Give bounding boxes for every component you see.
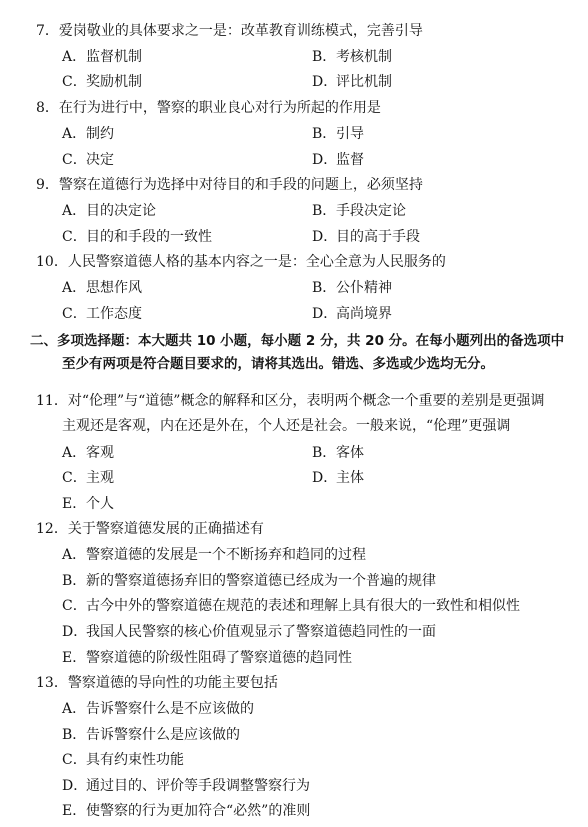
option-label: A． xyxy=(62,280,87,296)
option-13a xyxy=(62,700,254,718)
option-label: D． xyxy=(312,74,338,90)
option-10b xyxy=(312,279,392,297)
option-10a xyxy=(62,279,142,297)
question-11-stem: 11．对“伦理”与“道德”概念的解释和区分，表明两个概念一个重要的差别是更强调 xyxy=(36,393,545,409)
option-11e xyxy=(62,495,114,513)
option-12d xyxy=(62,623,436,641)
option-text: 告诉警察什么是不应该做的 xyxy=(86,701,254,717)
question-10-stem: 10．人民警察道德人格的基本内容之一是：全心全意为人民服务的 xyxy=(36,254,446,270)
option-label: A． xyxy=(62,203,87,219)
option-text: 主体 xyxy=(336,470,364,486)
option-7d xyxy=(312,73,392,91)
option-text: 高尚境界 xyxy=(336,306,392,322)
option-text: 工作态度 xyxy=(86,306,142,322)
section-2-heading: 二、多项选择题：本大题共 10 小题，每小题 2 分，共 20 分。在每小题列出的备选项中 xyxy=(30,333,565,349)
option-label: B． xyxy=(312,49,337,65)
option-7a xyxy=(62,48,142,66)
option-text: 奖励机制 xyxy=(86,74,142,90)
option-text: 客观 xyxy=(86,445,114,461)
question-12-stem: 12．关于警察道德发展的正确描述有 xyxy=(36,521,264,537)
option-label: D． xyxy=(62,778,88,794)
option-text: 评比机制 xyxy=(336,74,392,90)
option-label: B． xyxy=(62,727,87,743)
option-9c xyxy=(62,228,212,246)
option-text: 使警察的行为更加符合“必然”的准则 xyxy=(86,803,311,819)
option-8d xyxy=(312,151,364,169)
option-label: C． xyxy=(62,229,87,245)
option-text: 目的高于手段 xyxy=(336,229,420,245)
option-text: 考核机制 xyxy=(336,49,392,65)
option-text: 监督机制 xyxy=(86,49,142,65)
option-text: 公仆精神 xyxy=(336,280,392,296)
section-2-instructions: 至少有两项是符合题目要求的，请将其选出。错选、多选或少选均无分。 xyxy=(62,356,494,372)
option-8c xyxy=(62,151,114,169)
option-10d xyxy=(312,305,392,323)
option-13e xyxy=(62,802,310,820)
question-11-stem-cont: 主观还是客观，内在还是外在，个人还是社会。一般来说，“伦理”更强调 xyxy=(62,418,511,434)
option-label: E． xyxy=(62,650,87,666)
option-text: 警察道德的发展是一个不断扬弃和趋同的过程 xyxy=(86,547,366,563)
option-label: E． xyxy=(62,496,87,512)
option-13b xyxy=(62,726,240,744)
option-text: 目的和手段的一致性 xyxy=(86,229,212,245)
question-9-stem: 9．警察在道德行为选择中对待目的和手段的问题上，必须坚持 xyxy=(36,177,423,193)
option-text: 告诉警察什么是应该做的 xyxy=(86,727,240,743)
option-text: 思想作风 xyxy=(86,280,142,296)
option-label: D． xyxy=(62,624,88,640)
option-label: A． xyxy=(62,49,87,65)
option-9b xyxy=(312,202,406,220)
option-text: 客体 xyxy=(336,445,364,461)
option-12c xyxy=(62,597,520,615)
option-text: 监督 xyxy=(336,152,364,168)
option-label: D． xyxy=(312,152,338,168)
option-12a xyxy=(62,546,366,564)
option-7b xyxy=(312,48,392,66)
option-text: 警察道德的阶级性阻碍了警察道德的趋同性 xyxy=(86,650,352,666)
option-9a xyxy=(62,202,156,220)
option-label: B． xyxy=(62,573,87,589)
option-10c xyxy=(62,305,142,323)
option-8b xyxy=(312,125,364,143)
option-label: A． xyxy=(62,701,87,717)
option-label: C． xyxy=(62,74,87,90)
option-12b xyxy=(62,572,436,590)
option-label: E． xyxy=(62,803,87,819)
option-label: B． xyxy=(312,126,337,142)
option-12e xyxy=(62,649,352,667)
option-text: 决定 xyxy=(86,152,114,168)
option-7c xyxy=(62,73,142,91)
option-text: 新的警察道德扬弃旧的警察道德已经成为一个普遍的规律 xyxy=(86,573,436,589)
option-9d xyxy=(312,228,420,246)
option-text: 手段决定论 xyxy=(336,203,406,219)
option-text: 引导 xyxy=(336,126,364,142)
question-13-stem: 13．警察道德的导向性的功能主要包括 xyxy=(36,675,278,691)
option-text: 古今中外的警察道德在规范的表述和理解上具有很大的一致性和相似性 xyxy=(86,598,520,614)
option-text: 通过目的、评价等手段调整警察行为 xyxy=(86,778,310,794)
option-label: C． xyxy=(62,752,87,768)
option-label: A． xyxy=(62,445,87,461)
option-label: C． xyxy=(62,152,87,168)
option-text: 具有约束性功能 xyxy=(86,752,184,768)
option-label: C． xyxy=(62,470,87,486)
question-7-stem: 7．爱岗敬业的具体要求之一是：改革教育训练模式，完善引导 xyxy=(36,23,423,39)
option-label: C． xyxy=(62,598,87,614)
option-text: 个人 xyxy=(86,496,114,512)
option-text: 我国人民警察的核心价值观显示了警察道德趋同性的一面 xyxy=(86,624,436,640)
option-8a xyxy=(62,125,114,143)
question-8-stem: 8．在行为进行中，警察的职业良心对行为所起的作用是 xyxy=(36,100,381,116)
option-13c xyxy=(62,751,184,769)
option-label: A． xyxy=(62,547,87,563)
option-label: A． xyxy=(62,126,87,142)
option-13d xyxy=(62,777,310,795)
option-11b xyxy=(312,444,364,462)
option-11a xyxy=(62,444,114,462)
option-11d xyxy=(312,469,364,487)
option-text: 目的决定论 xyxy=(86,203,156,219)
option-label: B． xyxy=(312,445,337,461)
option-label: B． xyxy=(312,280,337,296)
option-label: C． xyxy=(62,306,87,322)
option-label: D． xyxy=(312,306,338,322)
option-label: D． xyxy=(312,229,338,245)
option-text: 制约 xyxy=(86,126,114,142)
option-text: 主观 xyxy=(86,470,114,486)
option-label: B． xyxy=(312,203,337,219)
option-11c xyxy=(62,469,114,487)
option-label: D． xyxy=(312,470,338,486)
